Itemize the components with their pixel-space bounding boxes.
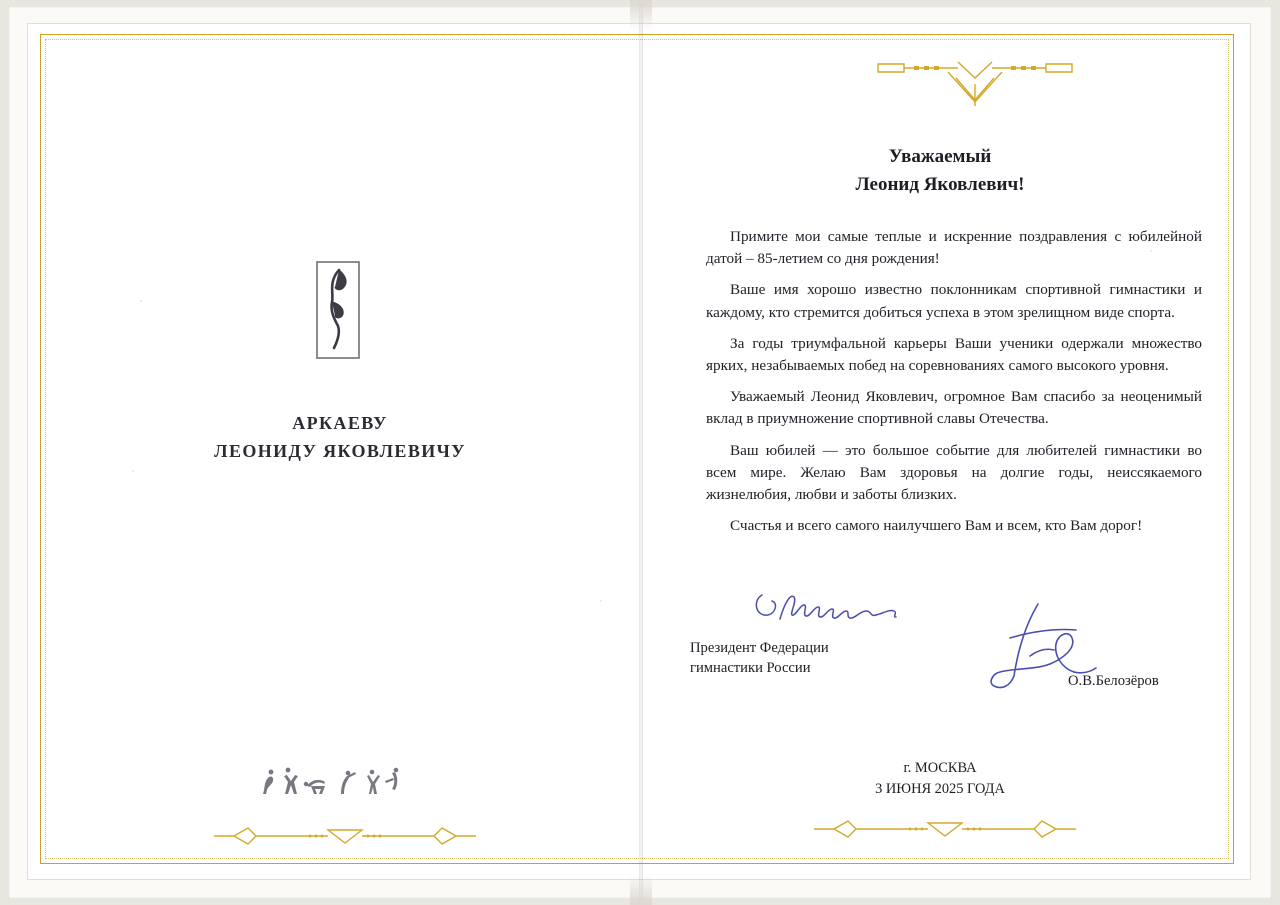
letter-paragraph: Счастья и всего самого наилучшего Вам и всем, кто Вам дорог! — [730, 517, 1143, 535]
letter-paragraph: Примите мои самые теплые и искренние поздравления с юбилейной датой – 85-летием со дня рождения! — [706, 228, 1202, 268]
letter-paragraph: Ваше имя хорошо известно поклонникам спортивной гимнастики и каждому, кто стремится добиться успеха в этом зрелищном виде спорта. — [706, 281, 1202, 321]
addressee-firstname-patronymic: ЛЕОНИДУ ЯКОВЛЕВИЧУ — [214, 440, 466, 461]
right-page-panel — [680, 48, 1200, 848]
signer-title-line-2: гимнастики России — [690, 660, 811, 677]
gymnast-emblem-icon — [308, 260, 368, 360]
signer-title-line-1: Президент Федерации — [690, 640, 829, 656]
signature-block — [690, 543, 1200, 723]
letter-paragraph: Уважаемый Леонид Яковлевич, огромное Вам спасибо за неоценимый вклад в приумножение спортивной славы Отечества. — [706, 388, 1202, 428]
letter-paragraph: Ваш юбилей — это большое событие для любителей гимнастики во всем мире. Желаю Вам здоровья на долгие годы, неиссякаемого жизнелюбия, любви и заботы близких. — [706, 441, 1202, 503]
handwritten-closing-icon — [750, 583, 930, 643]
page-fold-top-shadow — [630, 0, 652, 30]
addressee-surname: АРКАЕВУ — [292, 413, 388, 433]
signer-name: О.В.Белозёров — [1068, 673, 1159, 689]
date-label: 3 ИЮНЯ 2025 ГОДА — [875, 780, 1005, 797]
gold-ornament-divider-icon — [210, 820, 480, 854]
salutation-block — [680, 143, 1200, 198]
gymnastics-figures-icon — [250, 760, 440, 800]
salutation-line-1: Уважаемый — [888, 146, 992, 167]
gold-ornament-divider-icon — [810, 813, 1080, 847]
addressee-block — [60, 410, 620, 466]
page-fold-bottom-shadow — [630, 875, 652, 905]
letter-body — [706, 226, 1202, 546]
place-and-date — [680, 758, 1200, 800]
left-page-panel — [60, 60, 620, 850]
place-label: г. МОСКВА — [903, 760, 977, 776]
letter-paragraph: За годы триумфальной карьеры Ваши ученики одержали множество ярких, незабываемых побед на соревнованиях самого высокого уровня. — [706, 334, 1202, 374]
signer-title — [690, 638, 910, 679]
gold-ornament-crest-icon — [870, 54, 1080, 112]
page-fold — [639, 0, 643, 905]
salutation-line-2: Леонид Яковлевич! — [855, 173, 1025, 195]
